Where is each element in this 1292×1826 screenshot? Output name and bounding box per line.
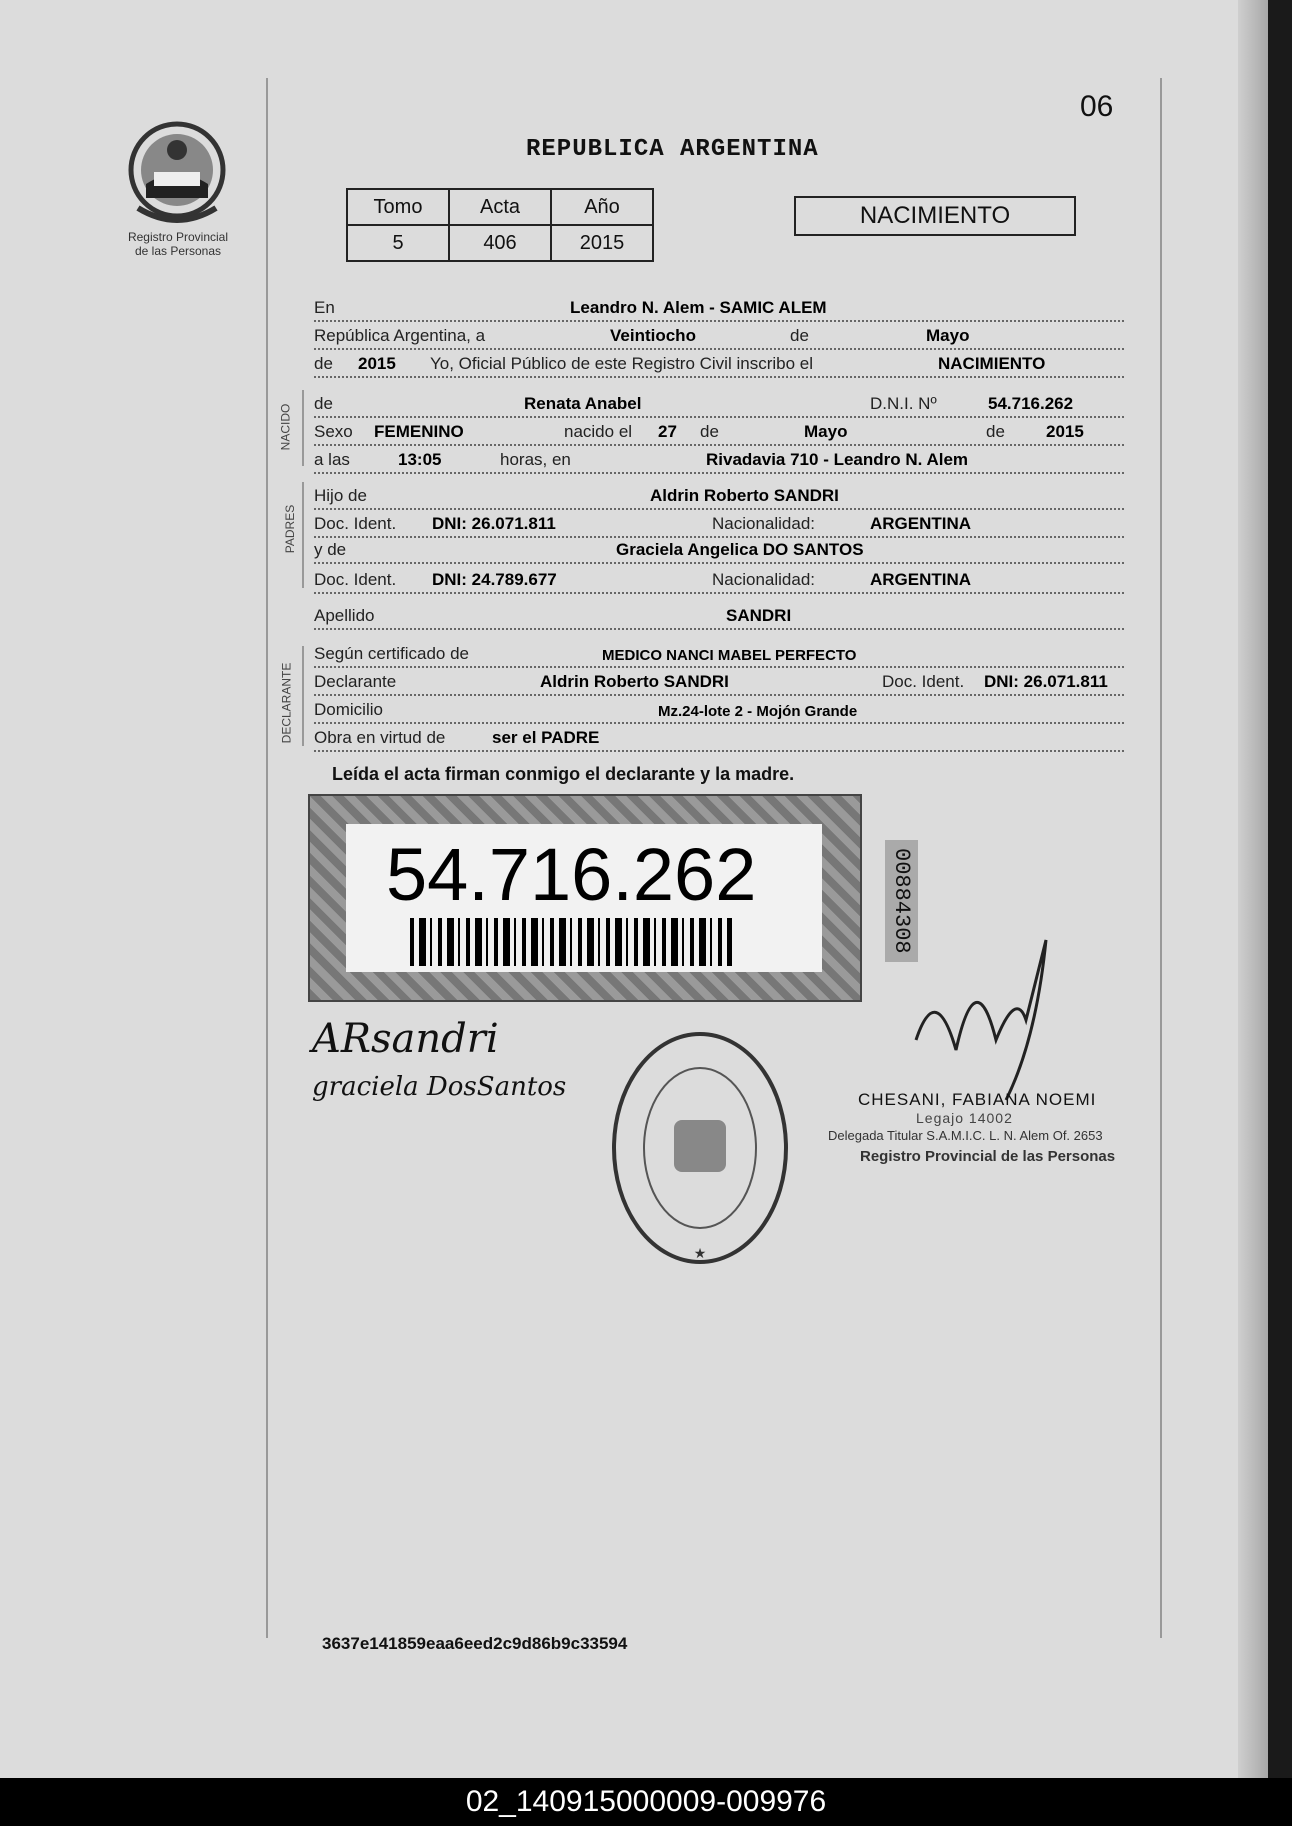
row-declarante: [314, 668, 1124, 696]
birth-day: 27: [658, 422, 677, 441]
de2-label: de: [314, 354, 333, 373]
row-hora: [314, 446, 1124, 474]
doc3-label: Doc. Ident.: [882, 672, 965, 691]
yo-label: Yo, Oficial Público de este Registro Civil inscribo el: [430, 354, 813, 373]
nacido-label: nacido el: [564, 422, 633, 441]
logo-caption-line2: de las Personas: [134, 244, 222, 258]
inscribo-value: NACIMIENTO: [938, 354, 1046, 373]
sticker-number: 54.716.262: [386, 833, 757, 916]
birth-time: 13:05: [398, 450, 442, 469]
svg-text:★: ★: [693, 1245, 707, 1261]
day-words: Veintiocho: [610, 326, 696, 345]
row-en: [314, 294, 1124, 322]
row-father-doc: [314, 510, 1124, 538]
record-header-acta: Acta: [449, 189, 551, 225]
row-apellido: [314, 602, 1124, 630]
page-number: 06: [1080, 90, 1114, 123]
doc1-label: Doc. Ident.: [314, 514, 397, 533]
birth-year: 2015: [1046, 422, 1084, 441]
sexo-label: Sexo: [314, 422, 353, 441]
obra-label: Obra en virtud de: [314, 728, 446, 747]
signature-mother: graciela DosSantos: [312, 1072, 567, 1102]
signature-declarante: ARsandri: [312, 1016, 499, 1062]
record-header-tomo: Tomo: [347, 189, 449, 225]
mother-name: Graciela Angelica DO SANTOS: [616, 540, 864, 559]
father-doc: DNI: 26.071.811: [432, 514, 556, 533]
segun-label: Según certificado de: [314, 644, 469, 663]
domicilio-label: Domicilio: [314, 700, 383, 719]
page-edge: [1238, 0, 1268, 1778]
record-value-anio: 2015: [551, 225, 653, 261]
declarante-label: Declarante: [314, 672, 397, 691]
row-mother-doc: [314, 566, 1124, 594]
padres-side-label: PADRES: [283, 504, 298, 554]
record-value-tomo: 5: [347, 225, 449, 261]
province-logo: [124, 114, 230, 228]
row-mother: [314, 536, 1124, 564]
row-name: [314, 390, 1124, 418]
father-nationality: ARGENTINA: [870, 514, 972, 533]
footer-code: 02_140915000009-009976: [0, 1778, 1292, 1826]
yde-label: y de: [314, 540, 347, 559]
row-hijo: [314, 482, 1124, 510]
de-label: de: [790, 326, 809, 345]
declarante-side-label: DECLARANTE: [279, 662, 294, 744]
record-value-acta: 406: [449, 225, 551, 261]
de3-label: de: [700, 422, 719, 441]
dni-sticker: [308, 794, 862, 1002]
record-table: [346, 188, 654, 262]
official-office: Registro Provincial de las Personas: [860, 1148, 1116, 1165]
birth-month: Mayo: [804, 422, 848, 441]
apellido-label: Apellido: [314, 606, 375, 625]
sticker-serial: 00884308: [885, 840, 918, 962]
nacido-bracket: [302, 390, 304, 466]
nacido-side-label: NACIDO: [278, 403, 293, 451]
child-name: Renata Anabel: [524, 394, 642, 413]
row-certificado: [314, 640, 1124, 668]
official-seal: [610, 1030, 790, 1271]
row-domicilio: [314, 696, 1124, 724]
mother-doc: DNI: 24.789.677: [432, 570, 557, 589]
father-name: Aldrin Roberto SANDRI: [650, 486, 839, 505]
certificado-value: MEDICO NANCI MABEL PERFECTO: [602, 647, 857, 664]
hijo-label: Hijo de: [314, 486, 367, 505]
row-republica: [314, 322, 1124, 350]
year-value: 2015: [358, 354, 396, 373]
record-value-row: [347, 225, 653, 261]
official-name: CHESANI, FABIANA NOEMI: [858, 1090, 1097, 1109]
sexo-value: FEMENINO: [374, 422, 464, 441]
en-value: Leandro N. Alem - SAMIC ALEM: [570, 298, 827, 317]
domicilio-value: Mz.24-lote 2 - Mojón Grande: [658, 703, 858, 720]
nac-de-label: de: [314, 394, 333, 413]
left-margin-line: [266, 78, 268, 1638]
apellido-value: SANDRI: [726, 606, 792, 625]
en-label: En: [314, 298, 335, 317]
official-role: Delegada Titular S.A.M.I.C. L. N. Alem Of. 2653: [828, 1128, 1103, 1143]
declarante-doc: DNI: 26.071.811: [984, 672, 1108, 691]
nac1-label: Nacionalidad:: [712, 514, 816, 533]
row-obra: [314, 724, 1124, 752]
alas-label: a las: [314, 450, 350, 469]
right-margin-line: [1160, 78, 1162, 1638]
record-type-box: NACIMIENTO: [794, 196, 1076, 236]
dni-value: 54.716.262: [988, 394, 1074, 413]
republica-label: República Argentina, a: [314, 326, 486, 345]
row-sexo: [314, 418, 1124, 446]
doc2-label: Doc. Ident.: [314, 570, 397, 589]
declarante-value: Aldrin Roberto SANDRI: [540, 672, 729, 691]
document-title: REPUBLICA ARGENTINA: [526, 136, 819, 163]
de4-label: de: [986, 422, 1005, 441]
record-header-anio: Año: [551, 189, 653, 225]
sticker-barcode: [410, 918, 732, 966]
horas-label: horas, en: [500, 450, 571, 469]
declarante-bracket: [302, 646, 304, 746]
document-hash: 3637e141859eaa6eed2c9d86b9c33594: [322, 1634, 628, 1653]
logo-caption: [110, 230, 246, 258]
logo-caption-line1: Registro Provincial: [127, 230, 229, 244]
nac2-label: Nacionalidad:: [712, 570, 816, 589]
mother-nationality: ARGENTINA: [870, 570, 972, 589]
official-legajo: Legajo 14002: [916, 1110, 1013, 1126]
birth-place: Rivadavia 710 - Leandro N. Alem: [706, 450, 969, 469]
row-inscribo: [314, 350, 1124, 378]
sticker-white-panel: [346, 824, 822, 972]
month-value: Mayo: [926, 326, 970, 345]
leida-statement: Leída el acta firman conmigo el declarante y la madre.: [332, 764, 795, 784]
dni-label: D.N.I. Nº: [870, 394, 937, 413]
obra-value: ser el PADRE: [492, 728, 600, 747]
record-header-row: [347, 189, 653, 225]
padres-bracket: [302, 482, 304, 588]
